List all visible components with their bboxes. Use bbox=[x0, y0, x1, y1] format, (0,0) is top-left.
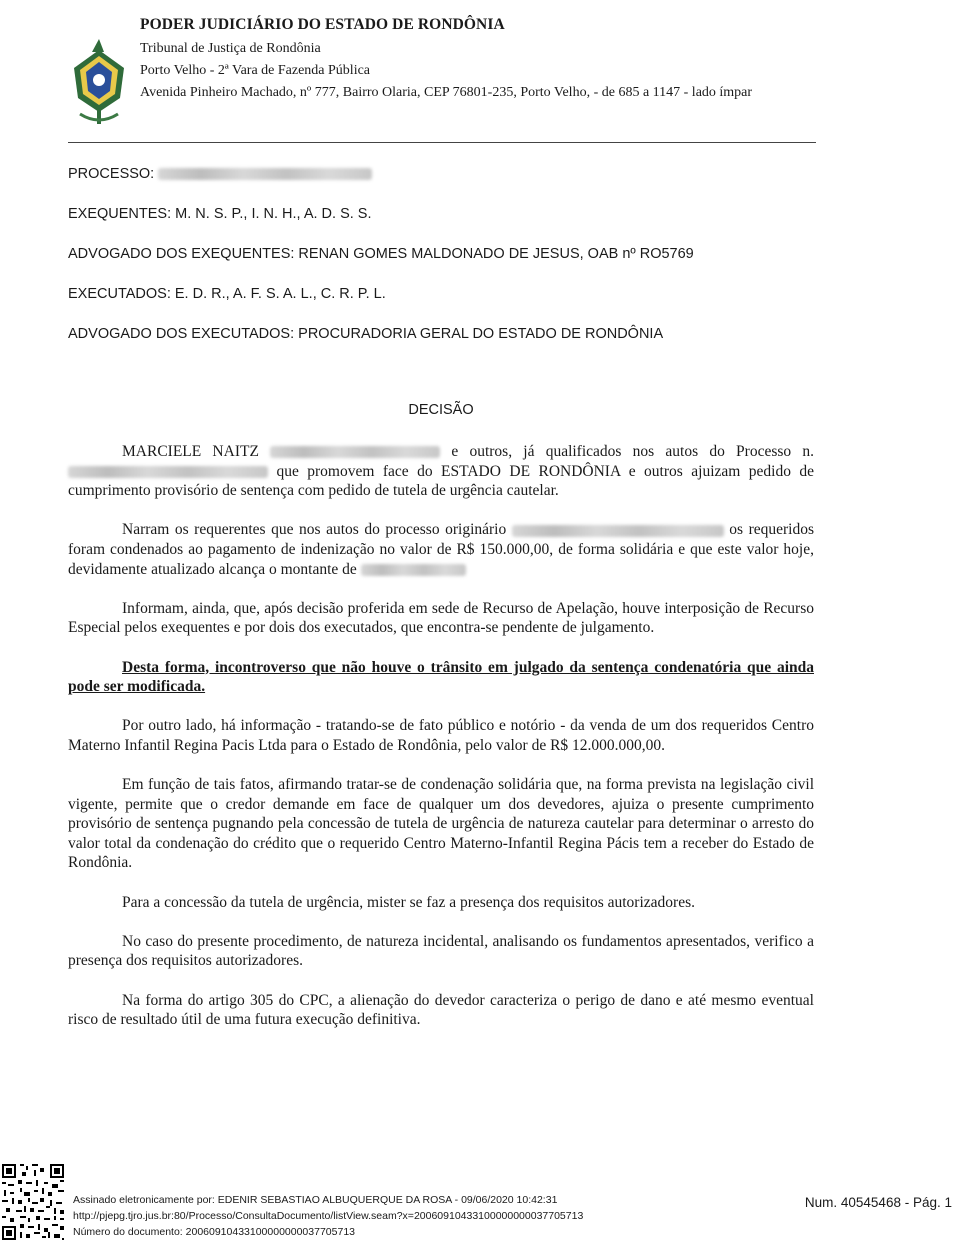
court-address: Avenida Pinheiro Machado, nº 777, Bairro Olaria, CEP 76801-235, Porto Velho, - de 685 a 1147 - lado ímpar bbox=[140, 85, 753, 100]
paragraph bbox=[68, 442, 814, 501]
paragraph: Informam, ainda, que, após decisão proferida em sede de Recurso de Apelação, houve interposição de Recurso Especial pelos exequentes e por dois dos executados, que encontra-se pendente de julgamento. bbox=[68, 599, 814, 637]
paragraph: No caso do presente procedimento, de natureza incidental, analisando os fundamentos apresentados, verifico a presença dos requisitos autorizadores. bbox=[68, 932, 814, 970]
paragraph-text: os requeridos foram condenados ao pagamento de indenização no valor de R$ 150.000,00, de forma solidária e que este valor hoje, devidamente atualizado alcança o montante de bbox=[68, 521, 815, 578]
paragraph-emphasis: Desta forma, incontroverso que não houve o trânsito em julgado da sentença condenatória que ainda pode ser modificada. bbox=[68, 658, 814, 696]
vara-name: Porto Velho - 2ª Vara de Fazenda Pública bbox=[140, 63, 371, 78]
redacted-text bbox=[512, 525, 724, 537]
letterhead bbox=[68, 16, 818, 126]
signature-footer bbox=[0, 1160, 960, 1248]
paragraph: Na forma do artigo 305 do CPC, a alienação do devedor caracteriza o perigo de dano e até mesmo eventual risco de resultado útil de uma futura execução definitiva. bbox=[68, 991, 814, 1029]
decision-body bbox=[68, 442, 814, 1049]
paragraph-text: Narram os requerentes que nos autos do processo originário bbox=[122, 521, 507, 539]
document-url: http://pjepg.tjro.jus.br:80/Processo/ConsultaDocumento/listView.seam?x=20060910433100000000037705713 bbox=[73, 1210, 584, 1222]
paragraph: Em função de tais fatos, afirmando tratar-se de condenação solidária que, na forma prevista na legislação civil vigente, permite que o credor demande em face de qualquer um dos devedores, ajuiza o presente cumprimento provisório de sentença pugnando pela concessão de tutela de urgência de natureza cautelar para determinar o arresto do valor total da condenação do crédito que o requerido Centro Materno-Infantil Regina Pácis tem a receber do Estado de Rondônia. bbox=[68, 776, 814, 872]
paragraph: Para a concessão da tutela de urgência, mister se faz a presença dos requisitos autorizadores. bbox=[122, 893, 695, 911]
processo-field bbox=[68, 164, 828, 204]
paragraph bbox=[68, 520, 814, 579]
electronic-signature bbox=[73, 1192, 583, 1240]
document-number: Número do documento: 20060910433100000000037705713 bbox=[73, 1226, 355, 1238]
advogado-exequentes-field: ADVOGADO DOS EXEQUENTES: RENAN GOMES MALDONADO DE JESUS, OAB nº RO5769 bbox=[68, 246, 694, 262]
redacted-text bbox=[68, 466, 268, 478]
signed-by: Assinado eletronicamente por: EDENIR SEBASTIAO ALBUQUERQUE DA ROSA - 09/06/2020 10:42:31 bbox=[73, 1194, 558, 1206]
court-name: PODER JUDICIÁRIO DO ESTADO DE RONDÔNIA bbox=[140, 16, 505, 33]
executados-field: EXECUTADOS: E. D. R., A. F. S. A. L., C. R. P. L. bbox=[68, 286, 386, 302]
paragraph: Por outro lado, há informação - tratando-se de fato público e notório - da venda de um dos requeridos Centro Materno Infantil Regina Pacis Ltda para o Estado de Rondônia, pelo valor de R$ 12.000.000,00. bbox=[68, 717, 814, 754]
redacted-process-number bbox=[158, 168, 372, 180]
processo-label: PROCESSO: bbox=[68, 166, 155, 182]
decision-title: DECISÃO bbox=[408, 402, 474, 418]
case-fields bbox=[68, 164, 828, 364]
tribunal-name: Tribunal de Justiça de Rondônia bbox=[140, 41, 321, 56]
page-number: Num. 40545468 - Pág. 1 bbox=[804, 1195, 952, 1210]
rondonia-coat-of-arms-icon bbox=[68, 36, 130, 128]
exequentes-field: EXEQUENTES: M. N. S. P., I. N. H., A. D. S. S. bbox=[68, 206, 372, 222]
header-divider bbox=[68, 142, 816, 143]
redacted-text bbox=[270, 446, 440, 458]
paragraph-text: que promovem face do ESTADO DE RONDÔNIA e outros ajuizam pedido de cumprimento provisório de sentença com pedido de tutela de urgência cautelar. bbox=[68, 462, 815, 500]
redacted-text bbox=[361, 564, 466, 576]
qr-code-icon bbox=[0, 1162, 66, 1242]
party-name: MARCIELE NAITZ bbox=[122, 443, 259, 460]
advogado-executados-field: ADVOGADO DOS EXECUTADOS: PROCURADORIA GERAL DO ESTADO DE RONDÔNIA bbox=[68, 326, 664, 342]
paragraph-text: e outros, já qualificados nos autos do Processo n. bbox=[451, 443, 814, 460]
